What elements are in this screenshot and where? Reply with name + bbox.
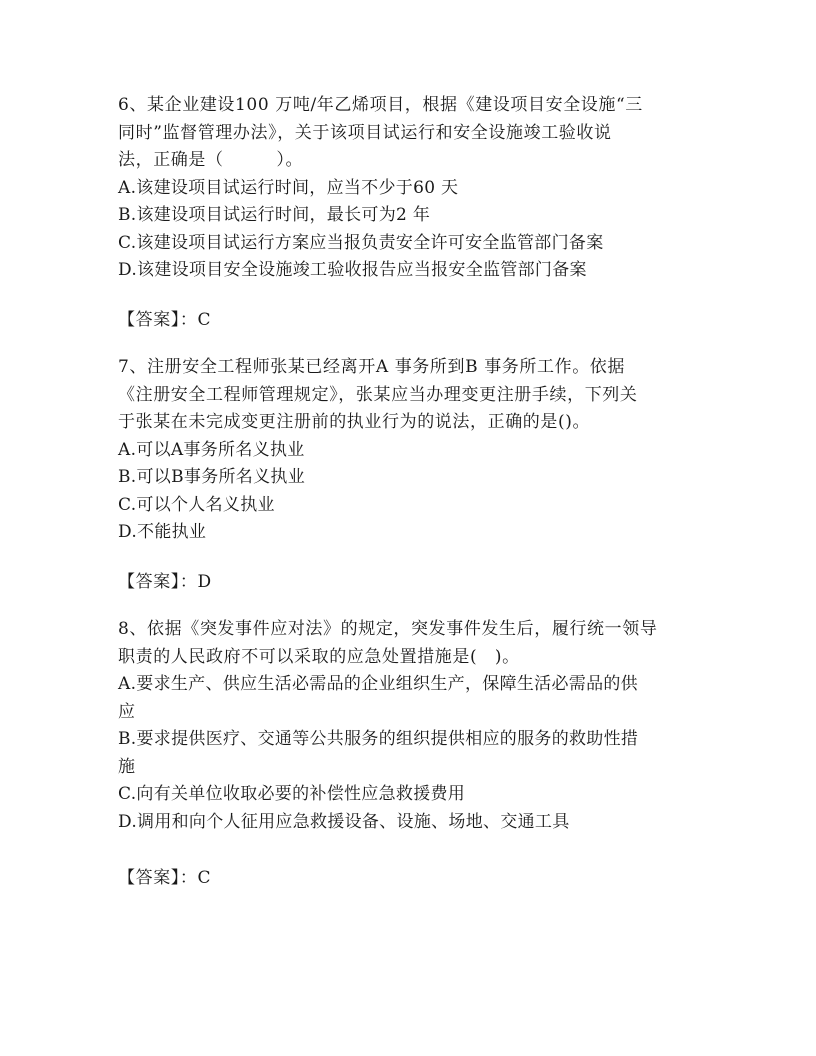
question-8 xyxy=(118,616,698,893)
stem-line: 7、注册安全工程师张某已经离开A 事务所到B 事务所工作。依据 xyxy=(118,357,625,377)
stem-line: 8、依据《突发事件应对法》的规定，突发事件发生后，履行统一领导 xyxy=(118,619,658,639)
option-b: B.要求提供医疗、交通等公共服务的组织提供相应的服务的救助性措 xyxy=(118,729,639,749)
question-stem xyxy=(118,354,698,437)
option-b: B.该建设项目试运行时间，最长可为2 年 xyxy=(118,205,431,225)
stem-line: 6、某企业建设100 万吨/年乙烯项目，根据《建设项目安全设施“三 xyxy=(118,95,643,115)
stem-line: 于张某在未完成变更注册前的执业行为的说法，正确的是()。 xyxy=(118,412,591,432)
option-d: D.不能执业 xyxy=(118,522,207,542)
question-stem xyxy=(118,92,698,175)
stem-line: 法，正确是（ ）。 xyxy=(118,150,304,170)
option-c: C.可以个人名义执业 xyxy=(118,494,275,515)
option-c: C.向有关单位收取必要的补偿性应急救援费用 xyxy=(118,784,466,804)
option-a: A.该建设项目试运行时间，应当不少于60 天 xyxy=(118,177,459,198)
option-d: D.调用和向个人征用应急救援设备、设施、场地、交通工具 xyxy=(118,811,570,832)
option-list xyxy=(118,671,698,836)
option-a: A.要求生产、供应生活必需品的企业组织生产，保障生活必需品的供 xyxy=(118,674,638,694)
option-b: B.可以B事务所名义执业 xyxy=(118,467,305,487)
answer-label: 【答案】：D xyxy=(118,571,212,592)
option-c: C.该建设项目试运行方案应当报负责安全许可安全监管部门备案 xyxy=(118,232,604,253)
option-list xyxy=(118,175,698,285)
option-d: D.该建设项目安全设施竣工验收报告应当报安全监管部门备案 xyxy=(118,260,587,280)
option-a-continued: 应 xyxy=(118,701,136,722)
option-a: A.可以A事务所名义执业 xyxy=(118,439,305,460)
exam-page xyxy=(118,92,698,913)
question-7 xyxy=(118,354,698,596)
answer-label: 【答案】：C xyxy=(118,309,212,330)
option-list xyxy=(118,437,698,547)
answer-label: 【答案】：C xyxy=(118,868,212,888)
question-stem xyxy=(118,616,698,671)
stem-line: 职责的人民政府不可以采取的应急处置措施是( )。 xyxy=(118,646,520,667)
stem-line: 《注册安全工程师管理规定》，张某应当办理变更注册手续，下列关 xyxy=(118,384,638,405)
question-6 xyxy=(118,92,698,334)
option-b-continued: 施 xyxy=(118,756,136,777)
stem-line: 同时”监督管理办法》，关于该项目试运行和安全设施竣工验收说 xyxy=(118,122,612,143)
